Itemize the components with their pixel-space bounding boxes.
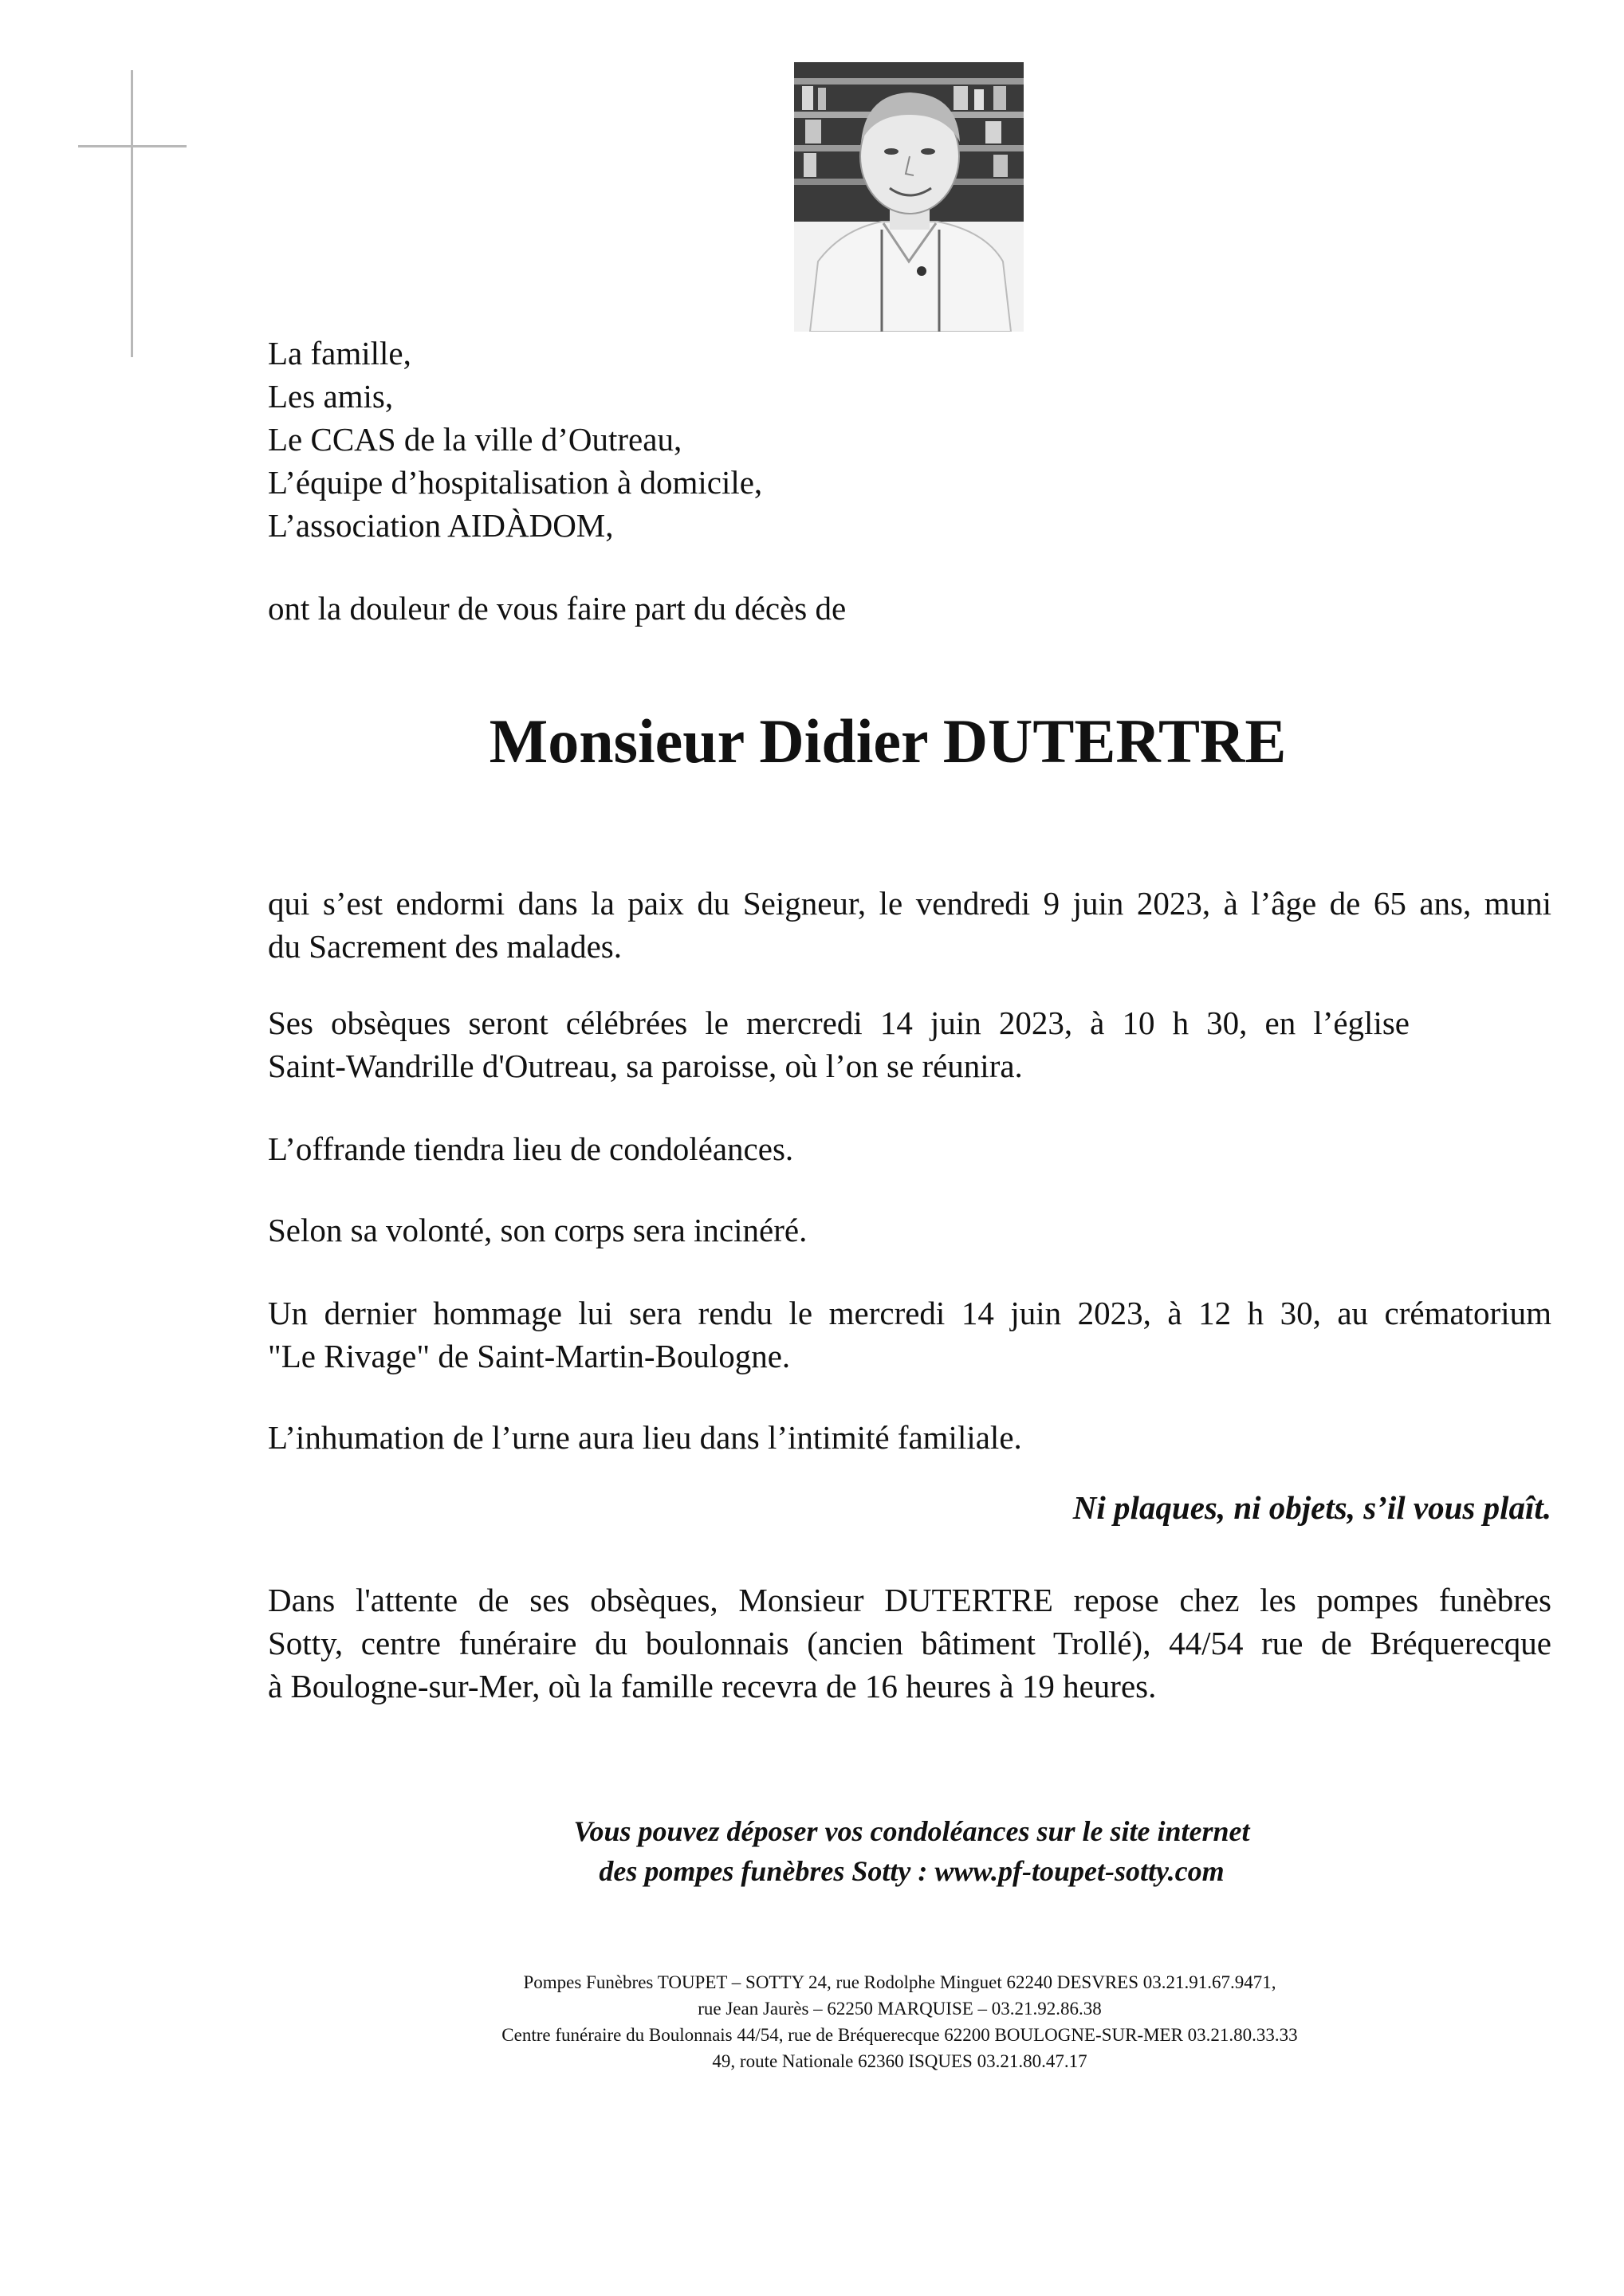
no-plaques-text: Ni plaques, ni objets, s’il vous plaît. — [1072, 1489, 1551, 1526]
mourners-list — [268, 332, 762, 547]
condolences-line: Vous pouvez déposer vos condoléances sur le site internet — [573, 1815, 1250, 1847]
announce-text: ont la douleur de vous faire part du décès de — [268, 590, 847, 627]
death-line: qui s’est endormi dans la paix du Seigneur, le vendredi 9 juin 2023, à l’âge de 65 ans, muni — [268, 885, 1551, 922]
viewing-line: Sotty, centre funéraire du boulonnais (ancien bâtiment Trollé), 44/54 rue de Bréquerecque — [268, 1625, 1551, 1661]
deceased-name: Monsieur Didier DUTERTRE — [489, 706, 1287, 776]
condolences-note — [0, 1811, 1624, 1891]
mourner-line: L’association AIDÀDOM, — [268, 507, 614, 544]
funeral-paragraph — [268, 1001, 1410, 1087]
cross-icon-vertical — [131, 70, 133, 357]
footer-line: Centre funéraire du Boulonnais 44/54, rue de Bréquerecque 62200 BOULOGNE-SUR-MER 03.21.80.33.33 — [501, 2025, 1298, 2045]
funeral-home-footer — [0, 1969, 1624, 2074]
mourner-line: L’équipe d’hospitalisation à domicile, — [268, 464, 763, 501]
viewing-line: Dans l'attente de ses obsèques, Monsieur DUTERTRE repose chez les pompes funèbres — [268, 1582, 1551, 1618]
footer-line: rue Jean Jaurès – 62250 MARQUISE – 03.21.92.86.38 — [698, 1999, 1102, 2019]
death-paragraph — [268, 882, 1551, 968]
offering-text: L’offrande tiendra lieu de condoléances. — [268, 1130, 794, 1167]
tribute-paragraph — [268, 1292, 1551, 1378]
mourner-line: La famille, — [268, 335, 411, 372]
viewing-paragraph — [268, 1578, 1551, 1708]
death-line: du Sacrement des malades. — [268, 928, 623, 965]
mourner-line: Les amis, — [268, 378, 394, 415]
mourner-line: Le CCAS de la ville d’Outreau, — [268, 421, 682, 458]
tribute-line: "Le Rivage" de Saint-Martin-Boulogne. — [268, 1338, 791, 1374]
footer-line: 49, route Nationale 62360 ISQUES 03.21.80.47.17 — [712, 2051, 1087, 2071]
condolences-line: des pompes funèbres Sotty : www.pf-toupet-sotty.com — [599, 1855, 1225, 1887]
funeral-line: Saint-Wandrille d'Outreau, sa paroisse, où l’on se réunira. — [268, 1048, 1023, 1084]
cremation-text: Selon sa volonté, son corps sera incinéré. — [268, 1212, 808, 1248]
viewing-line: à Boulogne-sur-Mer, où la famille recevra de 16 heures à 19 heures. — [268, 1668, 1157, 1704]
cross-icon-horizontal — [78, 145, 187, 147]
funeral-line: Ses obsèques seront célébrées le mercredi 14 juin 2023, à 10 h 30, en l’église — [268, 1005, 1410, 1041]
burial-text: L’inhumation de l’urne aura lieu dans l’intimité familiale. — [268, 1419, 1022, 1456]
portrait-photo — [794, 62, 1024, 332]
footer-line: Pompes Funèbres TOUPET – SOTTY 24, rue Rodolphe Minguet 62240 DESVRES 03.21.91.67.9471, — [523, 1972, 1276, 1992]
tribute-line: Un dernier hommage lui sera rendu le mercredi 14 juin 2023, à 12 h 30, au crématorium — [268, 1295, 1551, 1331]
